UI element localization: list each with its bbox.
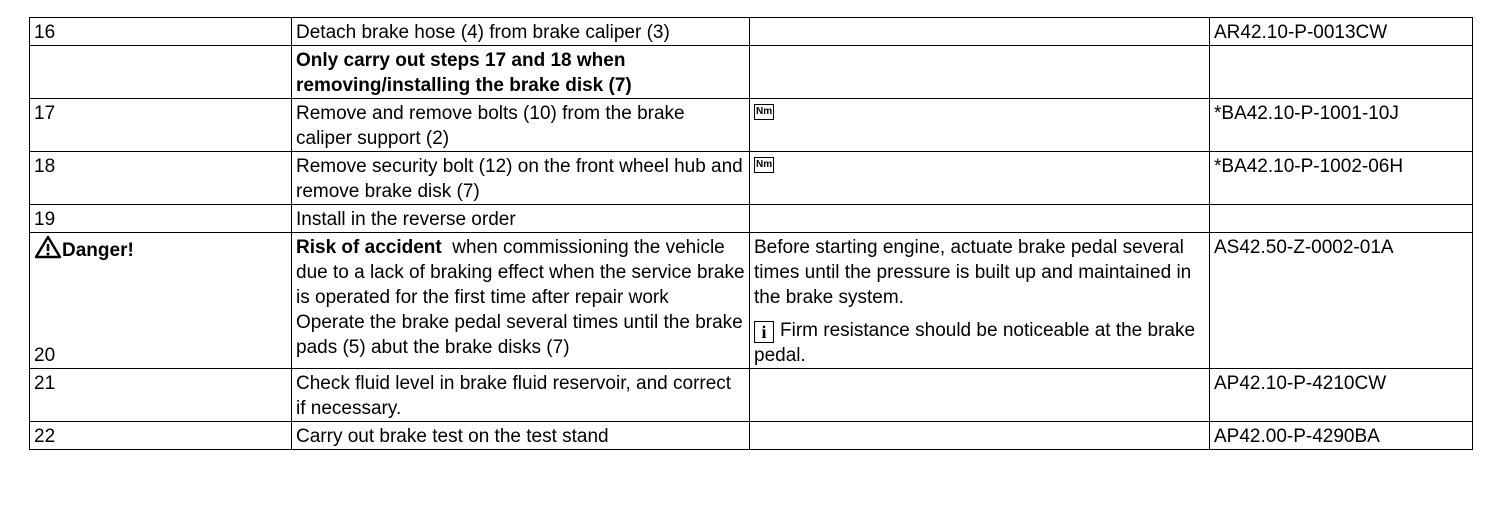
table-row bbox=[30, 152, 1473, 205]
step-notes bbox=[750, 152, 1210, 205]
step-reference: AR42.10-P-0013CW bbox=[1210, 18, 1473, 46]
step-notes bbox=[750, 18, 1210, 46]
step-number bbox=[30, 46, 292, 99]
table-row bbox=[30, 46, 1473, 99]
danger-step-cell bbox=[30, 233, 292, 369]
info-text: Firm resistance should be noticeable at the brake pedal. bbox=[754, 320, 1196, 366]
conditional-note: Only carry out steps 17 and 18 when removing/installing the brake disk (7) bbox=[292, 46, 750, 99]
danger-label: Danger! bbox=[62, 240, 134, 261]
step-action: Install in the reverse order bbox=[292, 205, 750, 233]
info-note bbox=[754, 318, 1205, 368]
step-number: 21 bbox=[30, 369, 292, 422]
step-number: 18 bbox=[30, 152, 292, 205]
step-notes bbox=[750, 46, 1210, 99]
step-action: Remove and remove bolts (10) from the brake caliper support (2) bbox=[292, 99, 750, 152]
table-row bbox=[30, 99, 1473, 152]
step-notes bbox=[750, 205, 1210, 233]
danger-text: when commissioning the vehicle due to a lack of braking effect when the service brake is operated for the first time after repair work bbox=[296, 237, 745, 308]
step-reference bbox=[1210, 205, 1473, 233]
torque-nm-icon: Nm bbox=[754, 104, 774, 120]
step-action: Carry out brake test on the test stand bbox=[292, 422, 750, 450]
step-number: 16 bbox=[30, 18, 292, 46]
danger-title: Risk of accident bbox=[296, 237, 442, 258]
step-notes bbox=[750, 369, 1210, 422]
info-icon: i bbox=[754, 321, 774, 343]
warning-triangle-icon bbox=[34, 235, 62, 259]
table-row bbox=[30, 233, 1473, 369]
procedure-table bbox=[29, 17, 1473, 450]
step-action: Detach brake hose (4) from brake caliper (3) bbox=[292, 18, 750, 46]
danger-action-cell bbox=[292, 233, 750, 369]
step-reference: AP42.00-P-4290BA bbox=[1210, 422, 1473, 450]
step-notes bbox=[750, 422, 1210, 450]
torque-nm-icon: Nm bbox=[754, 157, 774, 173]
danger-warning bbox=[296, 235, 745, 310]
step-action: Operate the brake pedal several times until the brake pads (5) abut the brake disks (7) bbox=[296, 312, 743, 358]
step-number: 19 bbox=[30, 205, 292, 233]
step-action: Remove security bolt (12) on the front wheel hub and remove brake disk (7) bbox=[292, 152, 750, 205]
danger-remedy: Before starting engine, actuate brake pedal several times until the pressure is built up and maintained in the brake system. bbox=[754, 237, 1192, 308]
step-reference: *BA42.10-P-1001-10J bbox=[1210, 99, 1473, 152]
step-number: 17 bbox=[30, 99, 292, 152]
step-reference: AP42.10-P-4210CW bbox=[1210, 369, 1473, 422]
danger-label-line bbox=[34, 235, 287, 263]
step-notes bbox=[750, 99, 1210, 152]
step-number: 20 bbox=[34, 345, 56, 366]
step-reference: *BA42.10-P-1002-06H bbox=[1210, 152, 1473, 205]
table-row bbox=[30, 369, 1473, 422]
step-notes bbox=[750, 233, 1210, 369]
step-action: Check fluid level in brake fluid reservoir, and correct if necessary. bbox=[292, 369, 750, 422]
table-row bbox=[30, 422, 1473, 450]
step-number: 22 bbox=[30, 422, 292, 450]
step-reference bbox=[1210, 46, 1473, 99]
table-row bbox=[30, 18, 1473, 46]
table-row bbox=[30, 205, 1473, 233]
step-reference: AS42.50-Z-0002-01A bbox=[1210, 233, 1473, 369]
